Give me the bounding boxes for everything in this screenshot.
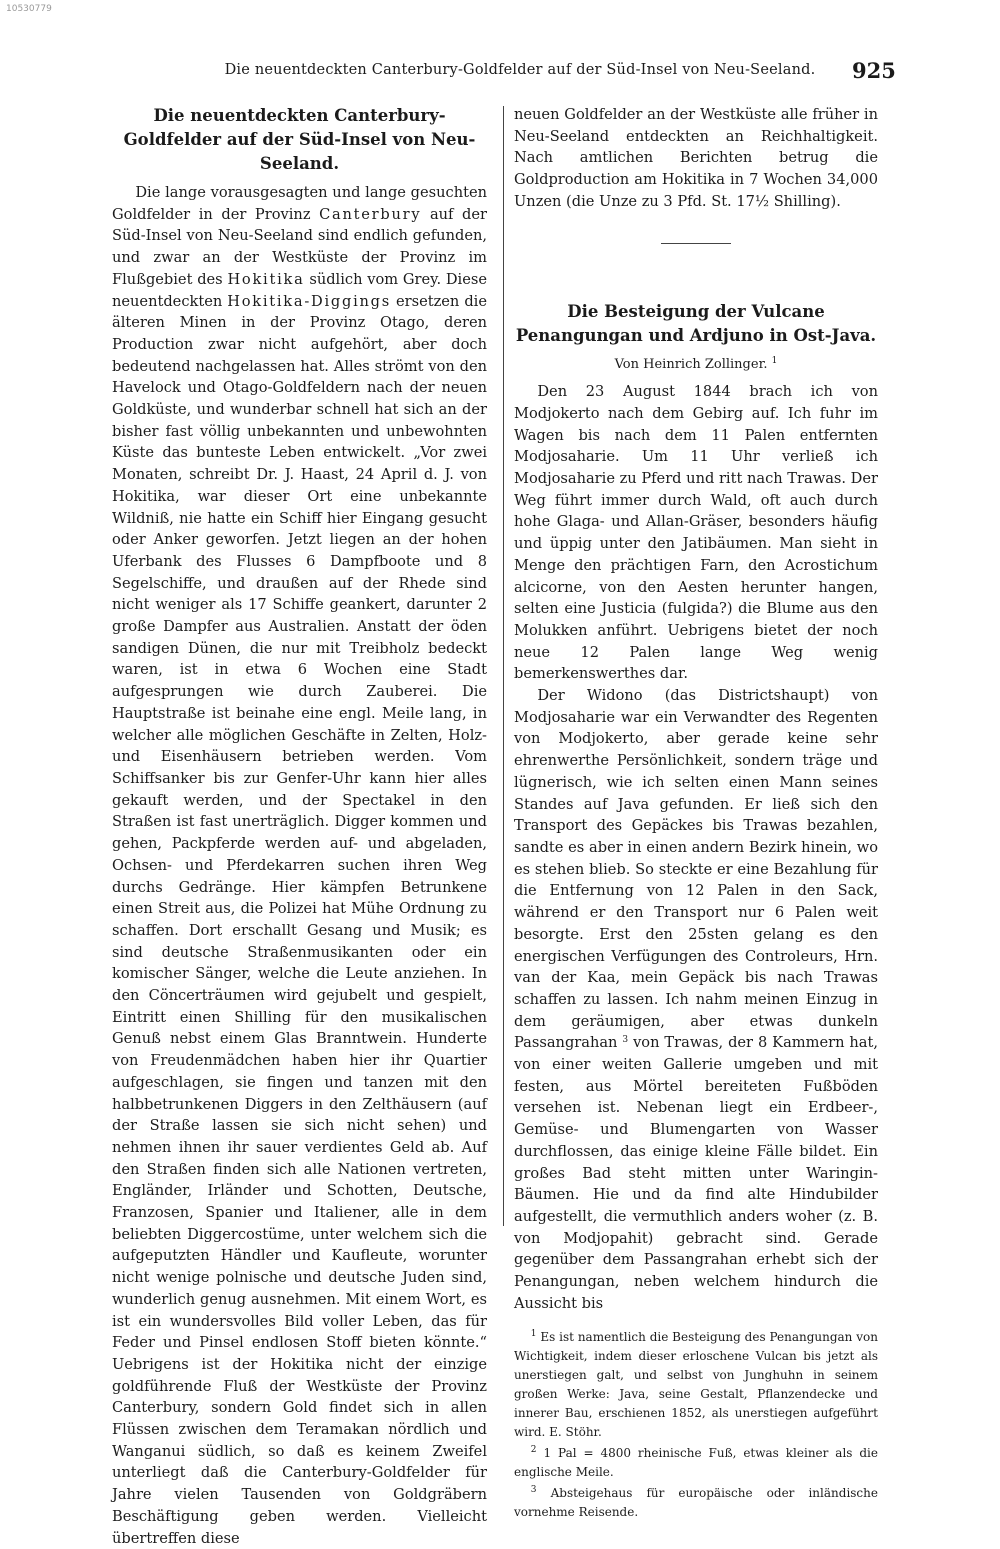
page-number: 925 — [852, 58, 896, 83]
footnote: $^3$ Absteigehaus für europäische oder inländische vornehme Reisende. — [514, 1485, 878, 1520]
footnote-ref: 3 — [622, 1035, 629, 1046]
article-title-java: Die Besteigung der Vulcane Penangungan und Ardjuno in Ost-Java. — [515, 301, 877, 345]
article-goldfields-continuation: neuen Goldfelder an der Westküste alle früher in Neu-Seeland entdeckten an Reichhaltigkeit. Nach amtlichen Berichten betrug die Goldproduction am Hokitika in 7 Wochen 34,000 Unzen (die Unze zu 3 Pfd. St. 17½ Shilling). — [514, 106, 878, 210]
right-column — [514, 104, 878, 1524]
footnote: $^1$ Es ist namentlich die Besteigung des Penangungan von Wichtigkeit, indem dieser erloschene Vulcan bis jetzt als unerstiegen galt, und selbst von Junghuhn in seinem großen Werke: Java, seine Gestalt, Pflanzendecke und innerer Bau, erschienen 1852, als unerstiegen aufgeführt wird. E. Stöhr. — [514, 1329, 878, 1440]
page-id: 10530779 — [6, 4, 52, 14]
section-separator — [661, 243, 731, 244]
footnote-ref: 1 — [771, 355, 778, 366]
byline: Von Heinrich Zollinger. $^1$ — [614, 355, 778, 372]
column-divider — [503, 106, 504, 1226]
footnotes — [514, 1328, 878, 1522]
article-goldfields-paragraph: Die lange vorausgesagten und lange gesuchten Goldfelder in der Provinz Canterbury auf der Süd-Insel von Neu-Seeland sind endlich gefunden, und zwar an der Westküste der Provinz im Flußgebiet des Hokitika südlich vom Grey. Diese neuentdeckten Hokitika-Diggings ersetzen die älteren Minen in der Provinz Otago, deren Production zwar nicht aufgehört, aber doch bedeutend nachgelassen hat. Alles strömt von den Havelock und Otago-Goldfeldern nach der neuen Goldküste, und wunderbar schnell hat sich an der bisher fast völlig unbekannten und unbewohnten Küste das bunteste Leben entwickelt. „Vor zwei Monaten, schreibt Dr. J. Haast, 24 April d. J. von Hokitika, war dieser Ort eine unbekannte Wildniß, nie hatte ein Schiff hier Eingang gesucht oder Anker geworfen. Jetzt liegen an der hohen Uferbank des Flusses 6 Dampfboote und 8 Segelschiffe, und draußen auf der Rhede sind nicht weniger als 17 Schiffe geankert, darunter 2 große Dampfer aus Australien. Anstatt der öden sandigen Dünen, die nur mit Treibholz bedeckt waren, ist in etwa 6 Wochen eine Stadt aufgesprungen wie durch Zauberei. Die Hauptstraße ist beinahe eine engl. Meile lang, in welcher alle möglichen Geschäfte in Zelten, Holz- und Eisenhäusern betrieben werden. Vom Schiffsanker bis zur Genfer-Uhr kann hier alles gekauft werden, und der Spectakel in den Straßen ist fast unerträglich. Digger kommen und gehen, Packpferde werden auf- und abgeladen, Ochsen- und Pferdekarren suchen ihren Weg durchs Gedränge. Hier kämpfen Betrunkene einen Streit aus, die Polizei hat Mühe Ordnung zu schaffen. Dort erschallt Gesang und Musik; es sind deutsche Straßenmusikanten oder ein komischer Sänger, welche die Leute anziehen. In den Cöncerträumen wird gejubelt und gespielt, Eintritt einen Shilling für den musikalischen Genuß nebst einem Glas Branntwein. Hunderte von Freudenmädchen haben hier ihr Quartier aufgeschlagen, sie fingen und tanzen mit den halbbetrunkenen Diggers in den Zelthäusern (auf der Straße lassen sie sich nicht sehen) und nehmen ihnen ihr sauer verdientes Geld ab. Auf den Straßen finden sich alle Nationen vertreten, Engländer, Irländer und Schotten, Deutsche, Franzosen, Spanier und Italiener, alle in dem beliebten Diggercostüme, unter welchem sich die aufgeputzten Händler und Kaufleute, worunter nicht wenige polnische und deutsche Juden sind, wunderlich genug ausnehmen. Mit einem Wort, es ist ein wundersvolles Bild voller Leben, das für Feder und Pinsel endlosen Stoff bieten könnte.“ Uebrigens ist der Hokitika nicht der einzige goldführende Fluß der Westküste der Provinz Canterbury, sondern Gold findet sich in allen Flüssen zwischen dem Teramakan nördlich und Wanganui südlich, so daß es keinem Zweifel unterliegt daß die Canterbury-Goldfelder für Jahre vielen Tausenden von Goldgräbern Beschäftigung geben werden. Vielleicht übertreffen diese — [112, 184, 487, 1547]
article-title-goldfields: Die neuentdeckten Canterbury-Goldfelder auf der Süd-Insel von Neu-Seeland. — [123, 106, 476, 173]
article-java-paragraph-1: Den 23 August 1844 brach ich von Modjokerto nach dem Gebirg auf. Ich fuhr im Wagen bis nach dem 11 Palen entfernten Modjosaharie. Um 11 Uhr verließ ich Modjosaharie zu Pferd und ritt nach Trawas. Der Weg führt immer durch Wald, oft auch durch hohe Glaga- und Allan-Gräser, besonders häufig und üppig unter den Jatibäumen. Man sieht in Menge den prächtigen Farn, den Acrostichum alcicorne, von den Aesten herunter hangen, selten eine Justicia (fulgida?) die Blume aus den Molukken anführt. Uebrigens bietet der noch neue 12 Palen lange Weg wenig bemerkenswerthes dar. — [514, 383, 878, 683]
footnote: $^2$ 1 Pal = 4800 rheinische Fuß, etwas kleiner als die englische Meile. — [514, 1445, 878, 1480]
running-head: Die neuentdeckten Canterbury-Goldfelder auf der Süd-Insel von Neu-Seeland. — [224, 62, 816, 78]
article-java-paragraph-2: Der Widono (das Districtshaupt) von Modjosaharie war ein Verwandter des Regenten von Modjokerto, aber gerade keine sehr ehrenwerthe Persönlichkeit, sondern träge und lügnerisch, wie ich selten einen Mann seines Standes auf Java gefunden. Er ließ sich den Transport des Gepäckes bis Trawas bezahlen, sandte es aber in einen andern Bezirk hinein, wo es stehen blieb. So steckte er eine Bezahlung für die Entfernung von 12 Palen in den Sack, während er den Transport nur 6 Palen weit besorgte. Erst den 25sten gelang es den energischen Verfügungen des Controleurs, Hrn. van der Kaa, mein Gepäck bis nach Trawas schaffen zu lassen. Ich nahm meinen Einzug in dem geräumigen, aber etwas dunkeln Passangrahan $^3$ von Trawas, der 8 Kammern hat, von einer weiten Gallerie umgeben und mit festen, aus Mörtel bereiteten Fußböden versehen ist. Nebenan liegt ein Erdbeer-, Gemüse- und Blumengarten von Wasser durchflossen, das einige kleine Fälle bildet. Ein großes Bad steht mitten unter Waringin-Bäumen. Hie und da find alte Hindubilder aufgestellt, die vermuthlich anders woher (z. B. von Modjopahit) gebracht sind. Gerade gegenüber dem Passangrahan erhebt sich der Penangungan, neben welchem hindurch die Aussicht bis — [514, 687, 878, 1312]
left-column — [112, 104, 487, 1549]
